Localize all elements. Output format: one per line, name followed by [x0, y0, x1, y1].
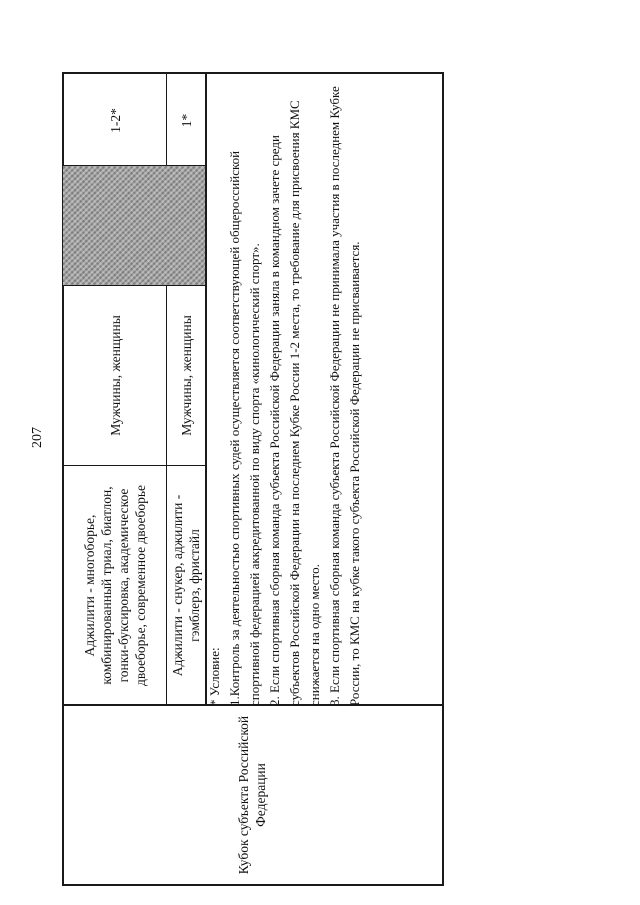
shaded-cell	[63, 166, 205, 285]
rotated-table	[62, 74, 442, 886]
note-item: 3. Если спортивная сборная команда субъекта Российской Федерации не принимала участия в последнем Кубке России, то КМС на кубке такого субъекта Российской Федерации не присваивается.	[327, 86, 362, 706]
page-number: 207	[30, 427, 45, 448]
notes-block	[205, 86, 435, 706]
table-cell-gender: Мужчины, женщины	[107, 315, 123, 436]
note-item: 1.Контроль за деятельностью спортивных судей осуществляется соответствующей общероссийской спортивной федерацией аккредитованной по виду спорта «кинологический спорт».	[227, 150, 262, 706]
table-cell-places: 1-2*	[107, 108, 123, 133]
table-cell-disciplines: Аджилити - снукер, аджилити - гэмблерз, фристайл	[170, 494, 202, 677]
table-cell-gender: Мужчины, женщины	[178, 315, 194, 436]
notes-heading: * Условие:	[207, 647, 222, 706]
table-cell-places: 1*	[178, 113, 194, 128]
note-item: 2. Если спортивная сборная команда субъекта Российской Федерации заняла в командном зачете среди субъектов Российской Федерации на последнем Кубке России 1-2 места, то требование для присвоения КМС снижается на одно место.	[267, 100, 322, 706]
table-cell-disciplines: Аджилити - многоборье, комбинированный триал, биатлон, гонки-буксировка, академическое двоеборье, современное двоеборье	[82, 484, 148, 687]
competition-name: Кубок субъекта Российской Федерации	[236, 715, 268, 875]
